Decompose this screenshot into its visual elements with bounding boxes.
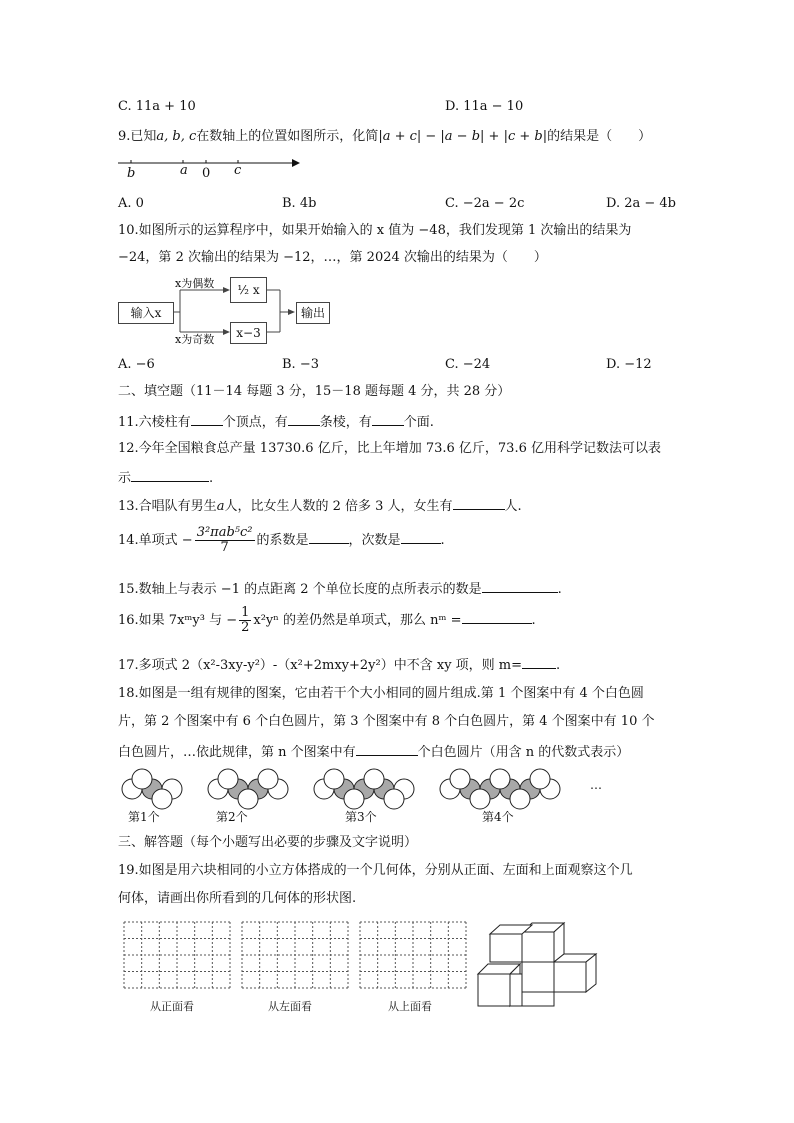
q11-blank-edges[interactable] — [288, 411, 320, 426]
q9-expression: |a + c| − |a − b| + |c + b| — [378, 129, 548, 144]
q18-caption-1: 第1个 — [128, 810, 160, 824]
section-2-heading: 二、填空题（11－14 每题 3 分，15－18 题每题 4 分，共 28 分） — [118, 384, 511, 399]
axis-label-b: b — [127, 166, 136, 181]
q10-line1: 10.如图所示的运算程序中，如果开始输入的 x 值为 −48，我们发现第 1 次输出的结果为 — [118, 223, 632, 238]
q18-caption-4: 第4个 — [482, 810, 514, 824]
q10-option-b: B. −3 — [282, 357, 319, 372]
q19-view-left-label: 从左面看 — [268, 1000, 312, 1013]
white-disc — [344, 789, 364, 809]
q12-text-b: . — [209, 471, 214, 486]
q18-blank[interactable] — [356, 741, 418, 756]
q19-view-top-label: 从上面看 — [388, 1000, 432, 1013]
q16 — [118, 604, 536, 638]
q14-blank-degree[interactable] — [401, 529, 441, 544]
q15-text-b: . — [557, 582, 562, 597]
q13-var: a — [216, 499, 225, 514]
q19-grid-front[interactable] — [122, 920, 232, 990]
q19-line2: 何体，请画出你所看到的几何体的形状图. — [118, 891, 357, 906]
white-disc — [510, 789, 530, 809]
axis-label-a: a — [180, 163, 188, 178]
white-disc — [364, 769, 384, 789]
q8-option-c: C. 11a + 10 — [118, 99, 196, 114]
flow-half-box: ½ x — [230, 277, 267, 303]
q18-text-a: 白色圆片，…依此规律，第 n 个图案中有 — [118, 745, 356, 760]
q18-caption-3: 第3个 — [345, 810, 377, 824]
q11 — [118, 411, 434, 432]
q8-option-d: D. 11a − 10 — [445, 99, 524, 114]
white-disc — [530, 769, 550, 789]
white-disc — [258, 769, 278, 789]
white-disc — [238, 789, 258, 809]
q13-text-a: 13.合唱队有男生 — [118, 499, 217, 514]
q12-line2 — [118, 467, 213, 488]
q12-blank[interactable] — [131, 467, 209, 482]
flow-output-box: 输出 — [296, 302, 330, 324]
section-3-heading: 三、解答题（每个小题写出必要的步骤及文字说明） — [118, 835, 418, 850]
q16-text-a: 16.如果 7xᵐy³ 与 − — [118, 613, 238, 628]
q9-option-c: C. −2a − 2c — [445, 196, 525, 211]
q16-fraction — [239, 606, 251, 635]
q19-grid-left[interactable] — [240, 920, 350, 990]
q13-blank[interactable] — [453, 495, 505, 510]
q10-option-d: D. −12 — [606, 357, 652, 372]
white-disc — [218, 769, 238, 789]
q14-text-b: 的系数是 — [256, 533, 309, 548]
q18-line2: 片，第 2 个图案中有 6 个白色圆片，第 3 个图案中有 8 个白色圆片，第 4 个图案中有 10 个 — [118, 714, 655, 729]
q19-cube-solid — [476, 918, 600, 1012]
q17 — [118, 654, 560, 675]
q11-text-b: 个顶点，有 — [222, 415, 288, 430]
q13 — [118, 495, 522, 516]
q9-option-b: B. 4b — [282, 196, 317, 211]
q16-numerator: 1 — [241, 605, 250, 620]
q19-line1: 19.如图是用六块相同的小立方体搭成的一个几何体，分别从正面、左面和上面观察这个几 — [118, 863, 633, 878]
q18-line1: 18.如图是一组有规律的图案，它由若干个大小相同的圆片组成.第 1 个图案中有 4 个白色圆 — [118, 686, 644, 701]
axis-label-zero: 0 — [202, 166, 211, 181]
white-disc — [324, 769, 344, 789]
q16-text-c: . — [531, 613, 536, 628]
white-disc — [470, 789, 490, 809]
flow-even-label: x为偶数 — [175, 277, 215, 290]
q14-blank-coefficient[interactable] — [309, 529, 349, 544]
q9-mid: 在数轴上的位置如图所示，化简 — [196, 129, 379, 144]
q10-line2: −24，第 2 次输出的结果为 −12，…，第 2024 次输出的结果为（ ） — [118, 250, 547, 265]
flow-minus3-box: x−3 — [230, 322, 267, 344]
white-disc — [490, 769, 510, 789]
q9-vars: a, b, c — [156, 129, 197, 144]
q18-caption-2: 第2个 — [216, 810, 248, 824]
flow-input-box: 输入x — [118, 302, 174, 324]
axis-label-c: c — [234, 163, 242, 178]
q15-blank[interactable] — [482, 578, 558, 593]
q9-stem — [118, 128, 651, 146]
q11-blank-vertices[interactable] — [191, 411, 223, 426]
arrow-icon — [292, 159, 300, 167]
q11-text-d: 个面. — [403, 415, 434, 430]
white-disc — [152, 789, 172, 809]
q14-text-a: 14.单项式 − — [118, 533, 193, 548]
flow-odd-label: x为奇数 — [175, 333, 215, 346]
q10-option-a: A. −6 — [118, 357, 155, 372]
q18-disc-patterns — [118, 768, 618, 810]
white-disc — [132, 769, 152, 789]
white-disc — [384, 789, 404, 809]
q9-option-a: A. 0 — [118, 196, 144, 211]
q16-text-b: x²yⁿ 的差仍然是单项式，那么 nᵐ = — [253, 613, 462, 628]
q9-option-d: D. 2a − 4b — [606, 196, 676, 211]
q10-option-c: C. −24 — [445, 357, 491, 372]
q9-suffix: 的结果是（ ） — [547, 129, 652, 144]
q18-text-b: 个白色圆片（用含 n 的代数式表示） — [417, 745, 630, 760]
white-disc — [450, 769, 470, 789]
q16-denominator: 2 — [241, 620, 250, 635]
q14-numerator: 3²πab⁵c² — [196, 525, 253, 540]
q13-text-c: 人. — [504, 499, 522, 514]
q19-grid-top[interactable] — [358, 920, 468, 990]
q14-text-c: ，次数是 — [348, 533, 401, 548]
q15 — [118, 578, 562, 599]
q14 — [118, 524, 445, 558]
q18-ellipsis: … — [590, 778, 602, 792]
q14-fraction — [195, 526, 255, 555]
q17-text-a: 17.多项式 2（x²-3xy-y²）-（x²+2mxy+2y²）中不含 xy 项，则 m= — [118, 658, 523, 673]
q11-text-c: 条棱，有 — [319, 415, 372, 430]
q13-text-b: 人，比女生人数的 2 倍多 3 人，女生有 — [224, 499, 453, 514]
q12-text-a: 示 — [118, 471, 132, 486]
q17-text-b: . — [556, 658, 561, 673]
q19-view-front-label: 从正面看 — [150, 1000, 194, 1013]
q15-text-a: 15.数轴上与表示 −1 的点距离 2 个单位长度的点所表示的数是 — [118, 582, 482, 597]
q14-text-d: . — [440, 533, 445, 548]
q17-blank[interactable] — [522, 654, 556, 669]
q14-denominator: 7 — [220, 540, 229, 555]
q11-text-a: 11.六棱柱有 — [118, 415, 191, 430]
q12-line1: 12.今年全国粮食总产量 13730.6 亿斤，比上年增加 73.6 亿斤，73.6 亿用科学记数法可以表 — [118, 441, 661, 456]
q16-blank[interactable] — [462, 609, 532, 624]
q11-blank-faces[interactable] — [372, 411, 404, 426]
q18-line3 — [118, 741, 629, 762]
q9-prefix: 9.已知 — [118, 129, 157, 144]
